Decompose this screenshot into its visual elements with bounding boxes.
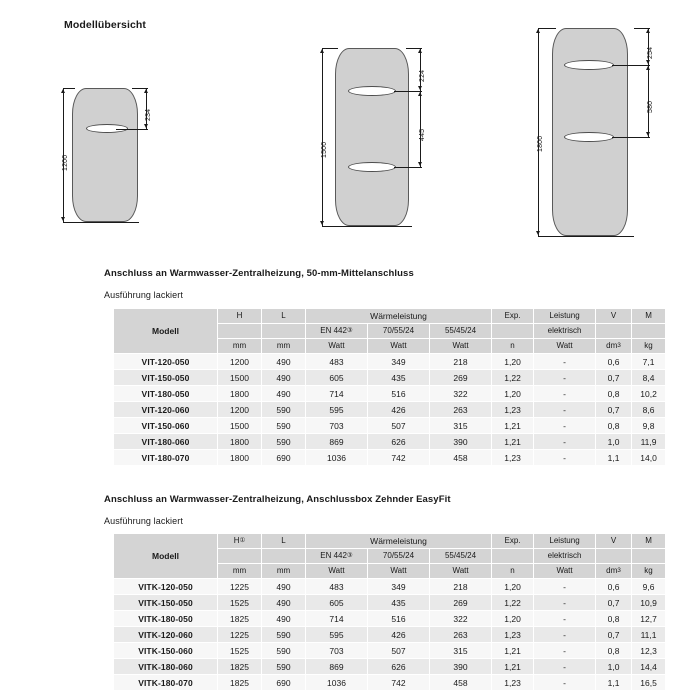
unit-55-45-24: Watt [430,564,492,579]
cell-t55: 315 [430,418,492,434]
cell-model: VITK-120-050 [114,579,218,595]
dimension-tick-top [322,48,338,49]
header-l-blank [262,549,306,564]
cell-en442: 714 [306,611,368,627]
cell-m: 14,4 [632,659,666,675]
cell-elec: - [534,675,596,691]
cell-model: VIT-180-060 [114,434,218,450]
cell-l: 490 [262,611,306,627]
unit-l: mm [262,339,306,354]
dimension-label-top-offset: 254 [647,46,654,59]
table-row [114,675,666,691]
cell-l: 690 [262,450,306,466]
cell-t70: 742 [368,450,430,466]
cell-model: VITK-150-060 [114,643,218,659]
dimension-tick-offset-bottom [612,65,650,66]
header-power-electric-line1: Leistung [534,309,596,324]
cell-en442: 483 [306,354,368,370]
cell-m: 14,0 [632,450,666,466]
table-row [114,386,666,402]
cell-l: 490 [262,579,306,595]
dimension-tick-bottom [322,226,412,227]
page-title: Modellübersicht [64,19,147,31]
cell-t55: 263 [430,627,492,643]
radiator-slot-upper [564,60,614,70]
cell-v: 0,8 [596,418,632,434]
dimension-arrow-spacing-bottom [646,132,650,136]
cell-en442: 483 [306,579,368,595]
section-subheading: Ausführung lackiert [104,516,183,526]
cell-exp: 1,23 [492,450,534,466]
cell-t70: 516 [368,386,430,402]
cell-t55: 269 [430,595,492,611]
unit-volume: $dm^3$ [596,339,632,354]
cell-h: 1825 [218,675,262,691]
header-h: H① [218,534,262,549]
cell-model: VITK-180-050 [114,611,218,627]
cell-t70: 426 [368,627,430,643]
cell-v: 1,1 [596,450,632,466]
header-volume: V [596,534,632,549]
cell-t55: 390 [430,434,492,450]
cell-l: 490 [262,386,306,402]
dimension-arrow-offset-top [418,49,422,53]
header-volume-blank [596,324,632,339]
unit-l: mm [262,564,306,579]
cell-exp: 1,23 [492,402,534,418]
cell-l: 490 [262,354,306,370]
cell-m: 16,5 [632,675,666,691]
spec-table-body-2 [114,579,666,691]
cell-en442: 595 [306,402,368,418]
cell-model: VIT-120-050 [114,354,218,370]
cell-h: 1200 [218,402,262,418]
header-heat-70-55-24: 70/55/24 [368,324,430,339]
cell-m: 10,2 [632,386,666,402]
section-heading: Anschluss an Warmwasser-Zentralheizung, 50-mm-Mittelanschluss [104,268,414,279]
section-subheading: Ausführung lackiert [104,290,183,300]
dimension-arrow-spacing-top [646,66,650,70]
radiator-slot-upper [348,86,396,96]
cell-elec: - [534,434,596,450]
cell-v: 0,7 [596,627,632,643]
cell-en442: 1036 [306,450,368,466]
table-row [114,450,666,466]
table-row [114,595,666,611]
header-exp: Exp. [492,309,534,324]
cell-t70: 507 [368,643,430,659]
cell-h: 1225 [218,627,262,643]
header-l: L [262,534,306,549]
cell-m: 9,8 [632,418,666,434]
model-overview-drawings [0,0,700,258]
dimension-tick-spacing-bottom [394,167,422,168]
dimension-arrow-offset-bottom [646,60,650,64]
cell-exp: 1,20 [492,386,534,402]
radiator-body [72,88,138,222]
dimension-label-height: 1200 [62,154,69,171]
dimension-arrow-offset-bottom [418,86,422,90]
cell-v: 0,7 [596,595,632,611]
dimension-label-height: 1500 [321,141,328,158]
cell-h: 1200 [218,354,262,370]
unit-power-electric: Watt [534,564,596,579]
cell-l: 590 [262,402,306,418]
cell-m: 10,9 [632,595,666,611]
unit-exp: n [492,564,534,579]
dimension-line-height [538,28,539,236]
radiator-slot-lower [348,162,396,172]
cell-v: 0,7 [596,370,632,386]
cell-l: 490 [262,370,306,386]
cell-t70: 516 [368,611,430,627]
table-row [114,627,666,643]
drawing-radiator-1500 [310,48,490,238]
cell-t70: 435 [368,370,430,386]
cell-model: VIT-180-070 [114,450,218,466]
cell-v: 1,1 [596,675,632,691]
cell-h: 1800 [218,450,262,466]
dimension-label-top-offset: 234 [145,108,152,121]
unit-70-55-24: Watt [368,339,430,354]
cell-en442: 1036 [306,675,368,691]
table-header-row-1 [114,309,666,324]
cell-h: 1225 [218,579,262,595]
cell-elec: - [534,611,596,627]
cell-t70: 435 [368,595,430,611]
dimension-tick-offset-bottom [116,129,148,130]
table-row [114,434,666,450]
cell-en442: 703 [306,643,368,659]
dimension-arrow-spacing-bottom [418,162,422,166]
header-heat-55-45-24: 55/45/24 [430,549,492,564]
unit-h: mm [218,564,262,579]
table-header-row-1 [114,534,666,549]
dimension-arrow-top [61,89,65,93]
cell-en442: 714 [306,386,368,402]
cell-model: VIT-150-060 [114,418,218,434]
unit-volume: $dm^3$ [596,564,632,579]
table-row [114,611,666,627]
footnote-marker-en442: ③ [346,552,353,559]
cell-l: 590 [262,627,306,643]
cell-t55: 322 [430,611,492,627]
cell-m: 12,3 [632,643,666,659]
dimension-arrow-bottom [320,221,324,225]
unit-power-electric: Watt [534,339,596,354]
header-heat-en442: EN 442③ [306,324,368,339]
header-mass-blank [632,324,666,339]
footnote-marker-h: ① [239,537,246,544]
cell-exp: 1,20 [492,354,534,370]
cell-t70: 742 [368,675,430,691]
cell-elec: - [534,418,596,434]
cell-exp: 1,22 [492,595,534,611]
cell-v: 1,0 [596,659,632,675]
spec-table-body-1 [114,354,666,466]
header-heat-55-45-24: 55/45/24 [430,324,492,339]
table-row [114,370,666,386]
table-row [114,402,666,418]
cell-l: 590 [262,434,306,450]
unit-exp: n [492,339,534,354]
cell-t55: 218 [430,354,492,370]
cell-h: 1800 [218,386,262,402]
dimension-arrow-offset-top [646,29,650,33]
cell-m: 11,9 [632,434,666,450]
dimension-tick-spacing-bottom [612,137,650,138]
header-power-electric-line2: elektrisch [534,549,596,564]
header-mass-blank [632,549,666,564]
dimension-label-slot-spacing: 445 [419,128,426,141]
dimension-tick-bottom [538,236,634,237]
unit-mass: kg [632,339,666,354]
cell-elec: - [534,354,596,370]
dimension-arrow-bottom [61,217,65,221]
cell-en442: 869 [306,659,368,675]
cell-exp: 1,21 [492,659,534,675]
header-l-blank [262,324,306,339]
table-row [114,643,666,659]
cell-t70: 349 [368,579,430,595]
dimension-arrow-top [536,29,540,33]
dimension-arrow-offset-top [144,89,148,93]
cell-en442: 595 [306,627,368,643]
dimension-tick-top [538,28,556,29]
radiator-slot-lower [564,132,614,142]
cell-en442: 605 [306,370,368,386]
cell-t55: 269 [430,370,492,386]
cell-l: 590 [262,643,306,659]
dimension-label-top-offset: 224 [419,69,426,82]
cell-model: VIT-180-050 [114,386,218,402]
dimension-arrow-bottom [536,231,540,235]
spec-table-easyfit [113,533,666,691]
cell-t55: 458 [430,450,492,466]
cell-t55: 390 [430,659,492,675]
cell-m: 11,1 [632,627,666,643]
cell-exp: 1,20 [492,611,534,627]
header-exp-blank [492,324,534,339]
header-model: Modell [114,534,218,579]
cell-exp: 1,21 [492,643,534,659]
cell-t55: 263 [430,402,492,418]
unit-h: mm [218,339,262,354]
cell-en442: 605 [306,595,368,611]
cell-elec: - [534,579,596,595]
cell-v: 0,8 [596,643,632,659]
table-row [114,354,666,370]
cell-elec: - [534,595,596,611]
cell-h: 1525 [218,595,262,611]
cell-v: 1,0 [596,434,632,450]
header-l: L [262,309,306,324]
header-power-electric-line2: elektrisch [534,324,596,339]
radiator-body [335,48,409,226]
unit-55-45-24: Watt [430,339,492,354]
cell-exp: 1,23 [492,675,534,691]
cell-model: VITK-150-050 [114,595,218,611]
header-h-blank [218,324,262,339]
spec-table-mittelanschluss [113,308,666,466]
cell-h: 1825 [218,659,262,675]
drawing-radiator-1800 [520,28,700,248]
header-heat-70-55-24: 70/55/24 [368,549,430,564]
header-mass: M [632,309,666,324]
cell-v: 0,6 [596,579,632,595]
cell-t70: 626 [368,659,430,675]
cell-m: 9,6 [632,579,666,595]
cell-exp: 1,22 [492,370,534,386]
cell-l: 490 [262,595,306,611]
cell-l: 690 [262,675,306,691]
cell-elec: - [534,627,596,643]
cell-elec: - [534,659,596,675]
cell-en442: 703 [306,418,368,434]
cell-t55: 322 [430,386,492,402]
header-exp-blank [492,549,534,564]
dimension-arrow-top [320,49,324,53]
cell-elec: - [534,643,596,659]
dimension-arrow-spacing-top [418,92,422,96]
cell-model: VIT-150-050 [114,370,218,386]
cell-elec: - [534,450,596,466]
cell-t70: 507 [368,418,430,434]
cell-exp: 1,21 [492,434,534,450]
header-power-electric-line1: Leistung [534,534,596,549]
cell-exp: 1,23 [492,627,534,643]
cell-t70: 426 [368,402,430,418]
header-volume: V [596,309,632,324]
unit-en442: Watt [306,339,368,354]
header-heat-en442: EN 442③ [306,549,368,564]
cell-l: 590 [262,418,306,434]
cell-m: 8,4 [632,370,666,386]
dimension-label-slot-spacing: 580 [647,100,654,113]
dimension-label-height: 1800 [537,135,544,152]
unit-mass: kg [632,564,666,579]
cell-en442: 869 [306,434,368,450]
cell-exp: 1,21 [492,418,534,434]
cell-m: 7,1 [632,354,666,370]
cell-h: 1825 [218,611,262,627]
cell-v: 0,6 [596,354,632,370]
dimension-tick-bottom [63,222,139,223]
cell-v: 0,8 [596,611,632,627]
table-row [114,659,666,675]
cell-m: 8,6 [632,402,666,418]
cell-h: 1500 [218,370,262,386]
cell-v: 0,8 [596,386,632,402]
cell-v: 0,7 [596,402,632,418]
cell-elec: - [534,386,596,402]
table-row [114,418,666,434]
cell-t55: 315 [430,643,492,659]
section-heading: Anschluss an Warmwasser-Zentralheizung, Anschlussbox Zehnder EasyFit [104,494,451,505]
header-h-blank [218,549,262,564]
header-volume-blank [596,549,632,564]
cell-model: VITK-180-070 [114,675,218,691]
cell-elec: - [534,402,596,418]
header-exp: Exp. [492,534,534,549]
cell-elec: - [534,370,596,386]
cell-t55: 458 [430,675,492,691]
footnote-marker-en442: ③ [346,327,353,334]
cell-t55: 218 [430,579,492,595]
cell-model: VITK-120-060 [114,627,218,643]
cell-exp: 1,20 [492,579,534,595]
header-heat-output-group: Wärmeleistung [306,534,492,549]
dimension-arrow-offset-bottom [144,124,148,128]
drawing-radiator-1200 [60,88,240,233]
cell-model: VITK-180-060 [114,659,218,675]
cell-t70: 626 [368,434,430,450]
dimension-line-height [322,48,323,226]
header-h: H [218,309,262,324]
cell-t70: 349 [368,354,430,370]
cell-h: 1525 [218,643,262,659]
header-model: Modell [114,309,218,354]
unit-70-55-24: Watt [368,564,430,579]
unit-en442: Watt [306,564,368,579]
cell-h: 1800 [218,434,262,450]
cell-m: 12,7 [632,611,666,627]
cell-model: VIT-120-060 [114,402,218,418]
cell-l: 590 [262,659,306,675]
header-heat-output-group: Wärmeleistung [306,309,492,324]
cell-h: 1500 [218,418,262,434]
table-row [114,579,666,595]
header-mass: M [632,534,666,549]
